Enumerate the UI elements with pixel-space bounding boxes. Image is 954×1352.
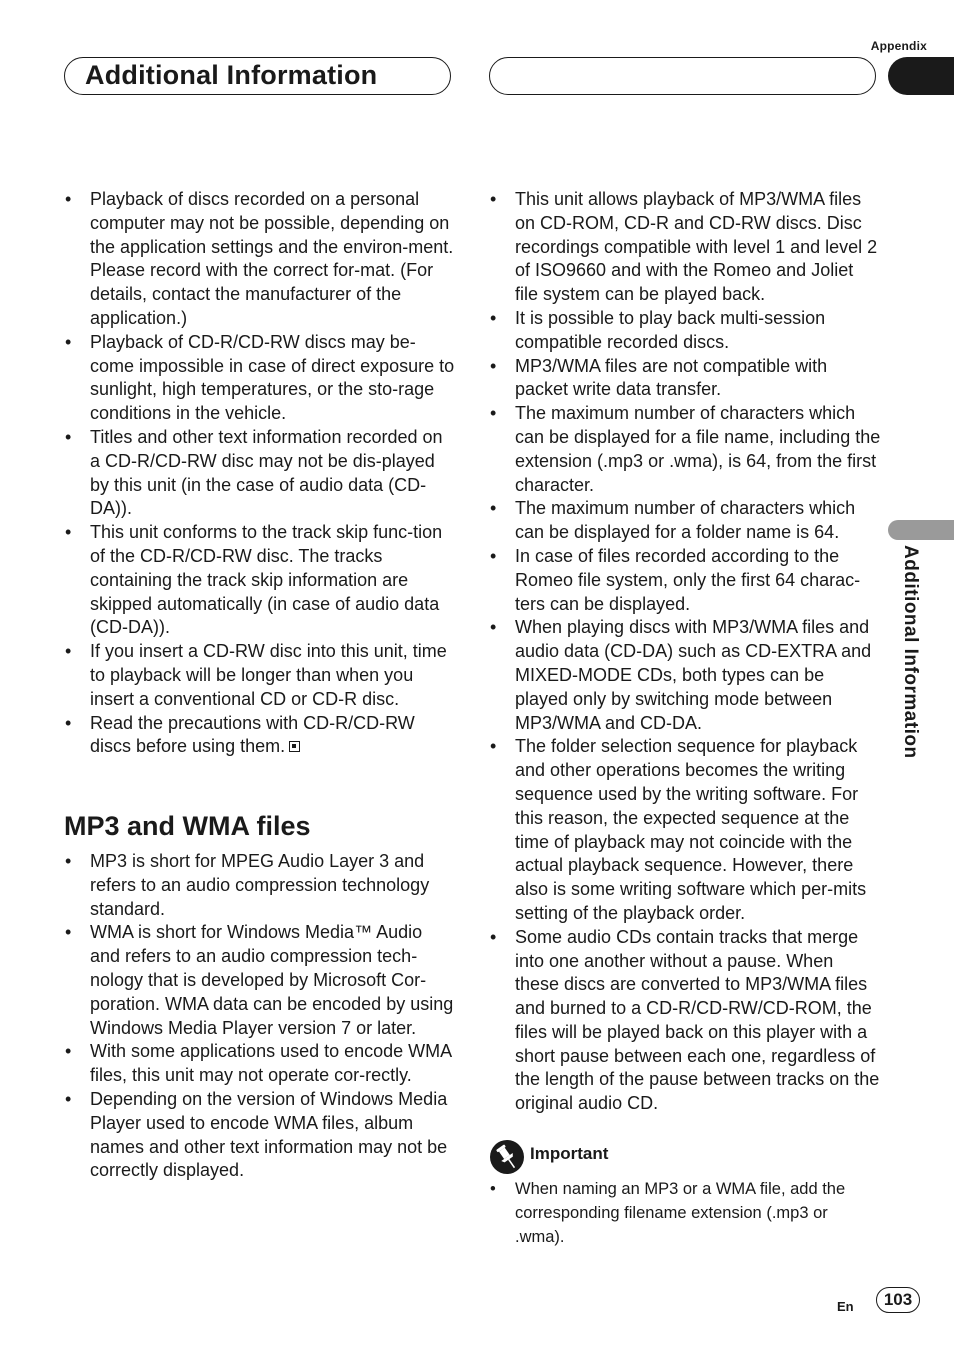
important-heading: Important	[530, 1144, 609, 1163]
left-column	[64, 188, 456, 759]
important-pushpin-icon	[490, 1140, 524, 1174]
header-title-box	[64, 57, 451, 95]
list-item-last	[64, 712, 456, 760]
mp3-wma-list	[64, 850, 456, 1183]
right-column	[489, 188, 881, 1116]
side-section-tab	[888, 520, 954, 540]
important-list	[489, 1178, 881, 1249]
list-item: • This unit conforms to the track skip func-tion of the CD-R/CD-RW disc. The tracks containing the track skip information are skipped automatically (in case of audio data (CD-DA)).	[64, 521, 456, 640]
list-item-text: Read the precautions with CD-R/CD-RW discs before using them.	[90, 712, 415, 757]
list-item: • MP3/WMA files are not compatible with packet write data transfer.	[489, 355, 881, 403]
list-item: • In case of files recorded according to the Romeo file system, only the first 64 charac-ters can be displayed.	[489, 545, 881, 616]
page-title: Additional Information	[85, 60, 378, 90]
list-item: • MP3 is short for MPEG Audio Layer 3 and refers to an audio compression technology standard.	[64, 850, 456, 921]
list-item: • With some applications used to encode WMA files, this unit may not operate cor-rectly.	[64, 1040, 456, 1088]
list-item: • This unit allows playback of MP3/WMA files on CD-ROM, CD-R and CD-RW discs. Disc recordings compatible with level 1 and level 2 of ISO9660 and with the Romeo and Joliet file system can be played back.	[489, 188, 881, 307]
list-item: • If you insert a CD-RW disc into this unit, time to playback will be longer than when you insert a conventional CD or CD-R disc.	[64, 640, 456, 711]
list-item: • The maximum number of characters which can be displayed for a folder name is 64.	[489, 497, 881, 545]
header-section-tab	[888, 57, 954, 95]
list-item: • Depending on the version of Windows Media Player used to encode WMA files, album names and other text information may not be correctly displayed.	[64, 1088, 456, 1183]
list-item: • When playing discs with MP3/WMA files and audio data (CD-DA) such as CD-EXTRA and MIXED-MODE CDs, both types can be played only by switching mode between MP3/WMA and CD-DA.	[489, 616, 881, 735]
side-section-label: Additional Information	[900, 545, 921, 759]
header-blank-box	[489, 57, 876, 95]
mp3-wma-column	[64, 850, 456, 1183]
list-item: • When naming an MP3 or a WMA file, add the corresponding filename extension (.mp3 or .wma).	[489, 1178, 881, 1249]
list-item: • It is possible to play back multi-session compatible recorded discs.	[489, 307, 881, 355]
list-item: • Titles and other text information recorded on a CD-R/CD-RW disc may not be dis-played by this unit (in the case of audio data (CD-DA)).	[64, 426, 456, 521]
list-item: • WMA is short for Windows Media™ Audio and refers to an audio compression tech-nology that is developed by Microsoft Cor-poration. WMA data can be encoded by using Windows Media Player version 7 or later.	[64, 921, 456, 1040]
list-item: • The maximum number of characters which can be displayed for a file name, including the extension (.mp3 or .wma), is 64, from the first character.	[489, 402, 881, 497]
language-label: En	[837, 1299, 854, 1314]
cd-notes-list	[64, 188, 456, 759]
appendix-label: Appendix	[870, 39, 927, 53]
end-mark-icon	[289, 741, 300, 752]
page-number: 103	[876, 1287, 920, 1313]
list-item: • Playback of discs recorded on a personal computer may not be possible, depending on the application settings and the environ-ment. Please record with the correct for-mat. (For details, contact the manufacturer of the application.)	[64, 188, 456, 331]
list-item: • The folder selection sequence for playback and other operations becomes the writing sequence used by the writing software. For this reason, the expected sequence at the time of playback may not coincide with the actual playback sequence. However, there also is some writing software which per-mits setting of the playback order.	[489, 735, 881, 925]
list-item: • Playback of CD-R/CD-RW discs may be-come impossible in case of direct exposure to sunlight, high temperatures, or the sto-rage conditions in the vehicle.	[64, 331, 456, 426]
list-item: • Some audio CDs contain tracks that merge into one another without a pause. When these discs are converted to MP3/WMA files and burned to a CD-R/CD-RW/CD-ROM, the files will be played back on this player with a short pause between each one, regardless of the length of the pause between tracks on the original audio CD.	[489, 926, 881, 1116]
mp3-wma-notes-list	[489, 188, 881, 1116]
section-heading: MP3 and WMA files	[64, 811, 311, 841]
